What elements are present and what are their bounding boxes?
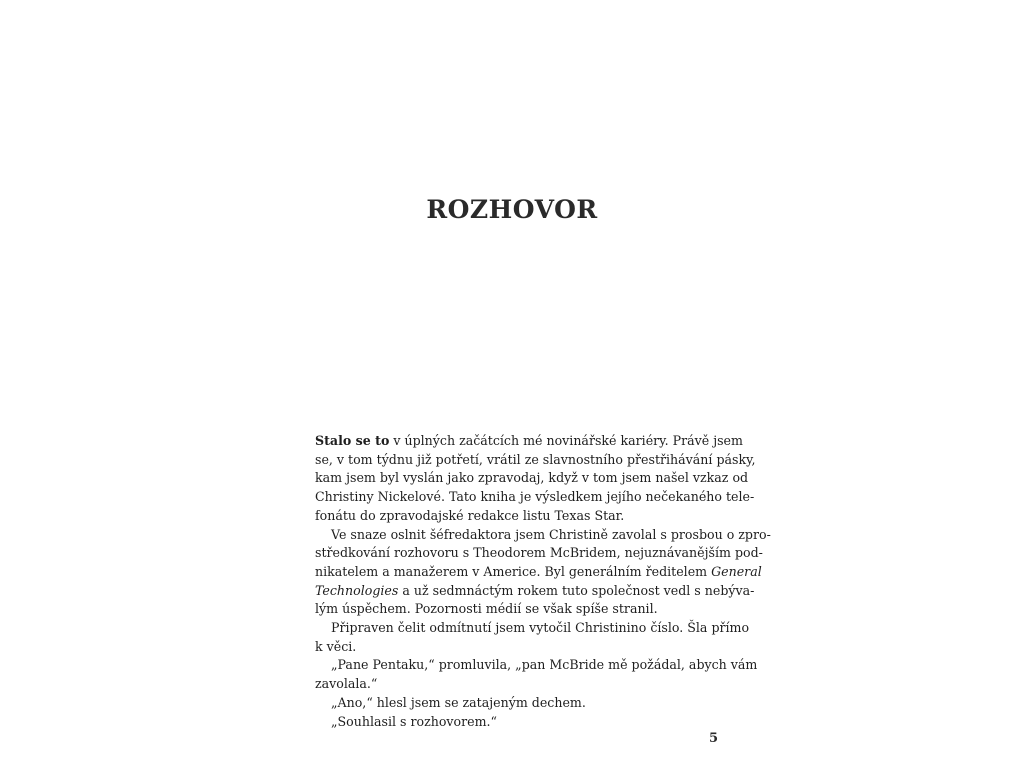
paragraph-6-line-1: „Souhlasil s rozhovorem.“ — [331, 713, 497, 729]
paragraph-2-line-1: Ve snaze oslnit šéfredaktora jsem Christině zavolal s prosbou o zpro- — [331, 526, 771, 542]
paragraph-2-line-4 — [315, 582, 755, 601]
paragraph-4-line-2: zavolala.“ — [315, 676, 378, 692]
paragraph-5-line-1: „Ano,“ hlesl jsem se zatajeným dechem. — [331, 694, 586, 710]
paragraph-2-line-2: středkování rozhovoru s Theodorem McBridem, nejuznávanějším pod- — [315, 545, 763, 561]
italic-company-name: General — [711, 563, 762, 579]
paragraph-1-line-3: kam jsem byl vyslán jako zpravodaj, když v tom jsem našel vzkaz od — [315, 470, 749, 486]
body-text — [315, 432, 771, 731]
italic-company-name: Technologies — [315, 582, 399, 598]
text-run: nikatelem a manažerem v Americe. Byl generálním ředitelem — [315, 563, 708, 579]
paragraph-1-line-5: fonátu do zpravodajské redakce listu Texas Star. — [315, 507, 625, 523]
paragraph-1-line-1 — [315, 432, 743, 451]
paragraph-1-line-2: se, v tom týdnu již potřetí, vrátil ze slavnostního přestřihávání pásky, — [315, 451, 756, 467]
paragraph-lead: Stalo se to — [315, 433, 390, 448]
text-run: a už sedmnáctým rokem tuto společnost vedl s nebýva- — [398, 582, 755, 598]
paragraph-1-line-4: Christiny Nickelové. Tato kniha je výsledkem jejího nečekaného tele- — [315, 489, 755, 505]
paragraph-2-line-5: lým úspěchem. Pozornosti médií se však spíše stranil. — [315, 601, 658, 617]
text-run: v úplných začátcích mé novinářské kariéry. Právě jsem — [389, 433, 743, 448]
paragraph-3-line-2: k věci. — [315, 638, 357, 654]
chapter-title: ROZHOVOR — [426, 195, 598, 224]
paragraph-2-line-3 — [315, 563, 762, 582]
paragraph-3-line-1: Připraven čelit odmítnutí jsem vytočil Christinino číslo. Šla přímo — [331, 620, 750, 636]
paragraph-4-line-1: „Pane Pentaku,“ promluvila, „pan McBride mě požádal, abych vám — [331, 657, 758, 673]
page-number: 5 — [708, 731, 718, 746]
